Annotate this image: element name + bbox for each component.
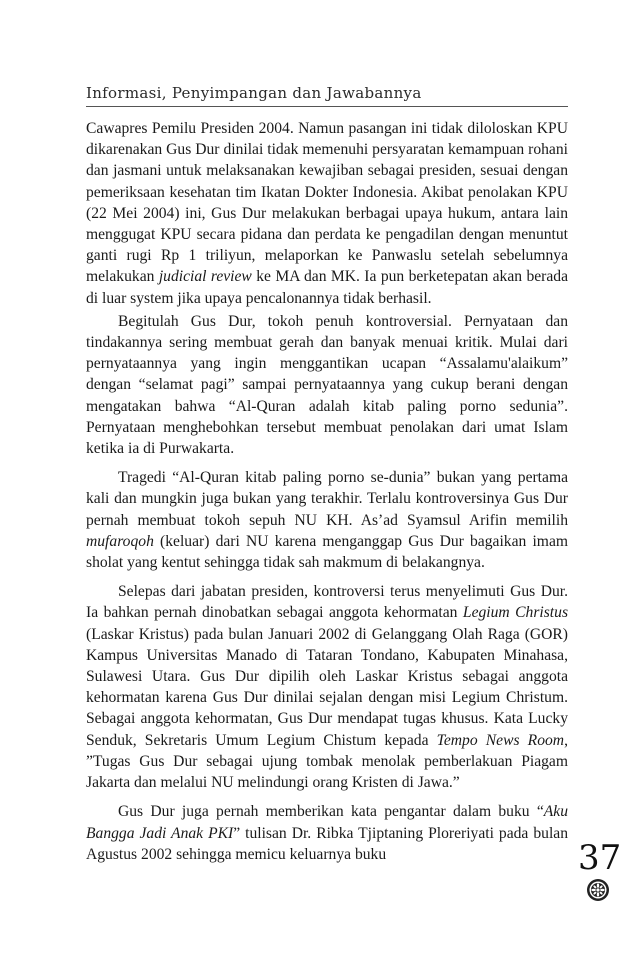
ornament-seal-icon [586,878,610,902]
paragraph-1-text-end: ke MA dan MK. Ia pun berketepatan akan berada di luar system jika upaya pencalonannya tidak berhasil. [86,268,569,307]
paragraph-5 [86,801,568,865]
paragraph-5-text-end: ” tulisan Dr. Ribka Tjiptaning Ploreriyati pada bulan Agustus 2002 sehingga memicu keluarnya buku [86,824,568,863]
paragraph-4-text: Selepas dari jabatan presiden, kontroversi terus menyelimuti Gus Dur. Ia bahkan pernah dinobatkan sebagai anggota kehormatan [86,583,568,622]
paragraph-4 [86,581,568,793]
paragraph-5-text: Gus Dur juga pernah memberikan kata pengantar dalam buku “ [118,803,544,821]
paragraph-3-text-end: (keluar) dari NU karena menganggap Gus Dur bagaikan imam sholat yang kentut sehingga tidak sah makmum di belakangnya. [86,532,568,572]
paragraph-4-text-end: , ”Tugas Gus Dur sebagai ujung tombak menolak pemberlakuan Piagam Jakarta dan melalui NU melindungi orang Kristen di Jawa.” [86,731,568,792]
paragraph-1-italic: judicial review [158,268,252,286]
paragraph-4-italic: Legium Christus [462,604,569,622]
paragraph-4-italic-2: Tempo News Room [436,731,565,749]
body-text [86,118,568,873]
running-header: Informasi, Penyimpangan dan Jawabannya [86,84,568,107]
paragraph-1 [86,118,568,309]
paragraph-4-text-mid: (Laskar Kristus) pada bulan Januari 2002 di Gelanggang Olah Raga (GOR) Kampus Universitas Manado di Tataran Tondano, Kabupaten Minahasa, Sulawesi Utara. Gus Dur dipilih oleh Laskar Kristus sebagai anggota kehormatan karena Gus Dur dinilai sejalan dengan misi Legium Christum. Sebagai anggota kehormatan, Gus Dur mendapat tugas khusus. Kata Lucky Senduk, Sekretaris Umum Legium Chistum kepada [86,625,568,749]
paragraph-3 [86,467,568,573]
paragraph-3-text: Tragedi “Al-Quran kitab paling porno se-dunia” bukan yang pertama kali dan mungkin juga bukan yang terakhir. Terlalu kontroversinya Gus Dur pernah membuat tokoh sepuh NU KH. As’ad Syamsul Arifin memilih [86,469,568,529]
paragraph-1-text: Cawapres Pemilu Presiden 2004. Namun pasangan ini tidak diloloskan KPU dikarenakan Gus Dur dinilai tidak memenuhi persyaratan kemampuan rohani dan jasmani untuk melaksanakan kewajiban sebagai presiden, sesuai dengan pemeriksaan kesehatan tim Ikatan Dokter Indonesia. Akibat penolakan KPU (22 Mei 2004) ini, Gus Dur melakukan berbagai upaya hukum, antara lain menggugat KPU secara pidana dan perdata ke pengadilan dengan menuntut ganti rugi Rp 1 triliyun, melaporkan ke Panwaslu setelah sebelumnya melakukan [86,120,568,286]
paragraph-2: Begitulah Gus Dur, tokoh penuh kontroversial. Pernyataan dan tindakannya sering membuat gerah dan banyak menuai kritik. Mulai dari pernyataannya yang ingin menggantikan ucapan “Assalamu'alaikum” dengan “selamat pagi” sampai pernyataannya yang cukup berani dengan mengatakan bahwa “Al-Quran adalah kitab paling porno sedunia”. Pernyataan menghebohkan tersebut membuat penolakan dari umat Islam ketika ia di Purwakarta. [86,312,568,458]
page-number: 37 [578,838,622,878]
paragraph-5-italic: Aku Bangga Jadi Anak PKI [86,803,568,842]
paragraph-3-italic: mufaroqoh [86,532,154,550]
